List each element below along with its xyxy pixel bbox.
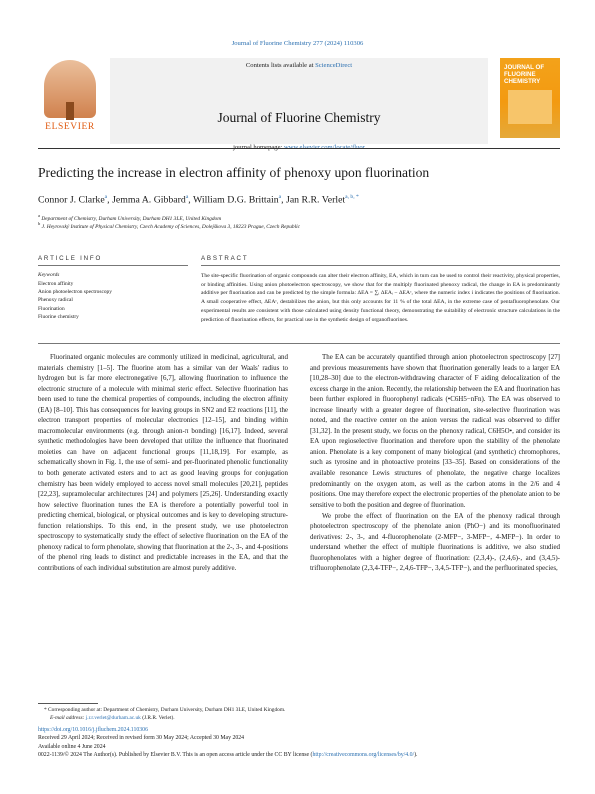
abstract-rule xyxy=(201,265,560,266)
article-title: Predicting the increase in electron affinity of phenoxy upon fluorination xyxy=(38,165,430,180)
keywords-label: Keywords xyxy=(38,272,60,278)
body-paragraph: Fluorinated organic molecules are commonly utilized in medicinal, agricultural, and materials chemistry [1–5]. The fluorine atom has a similar van der Waals' radius to hydrogen but is far more electronegative [6,7], allowing fluorination to influence the electronic structure of a molecule with minimal steric effect. Selective fluorination has been used to tune the chemical properties of compounds, including the electron affinity (EA) [8–10]. This has consequences for leaving groups in SN2 and E2 reactions [11], the electron transport properties of molecular electronics [12–15], and binding within macromolecular environments (e.g. through anion-π bonding) [16,17]. Indeed, several synthetic methodologies have been developed that utilize the influence that fluorinated moieties can have on adjacent functional groups [11,18,19]. For example, as schematically shown in Fig. 1, the use of semi- and per-fluorinated phenolic functionality to both generate activated esters and to act as good leaving groups for conjugation chemistry has been widely employed to access novel small molecules [20,21], peptides [22,23], supramolecular architectures [24] and polymers [25,26]. Understanding exactly how selective fluorination tunes the EA is therefore a potentially powerful tool in predicting chemical, biological, or physical outcomes and is key to developing structure-function relationships. To this end, in the present study, we use photoelectron spectroscopy to systematically study the effect of selective fluorination on the EA of the phenoxy radical to form phenolate, showing that fluorination at the 2-, 3-, and 4-positions of the phenol ring leads to distinct and predictable increases in the EA, and that the contributions of each individual substitution are almost purely additive. xyxy=(38,353,288,572)
keyword-item: Phenoxy radical xyxy=(38,297,73,304)
abstract-text: The site-specific fluorination of organic compounds can alter their electron affinity, EA, which in turn can be used to control their reactivity, physical properties, or binding affinities. Using anion photoelectron spectroscopy, we show that for the multiply fluorinated phenoxy radical, the change in EA is predominantly additive per fluorination and can be predicted by the simple formula: ΔEA = ∑ᵢ ΔEAᵢ − ΔEAᶜ, where the numeric index i indicates the positions of fluorination. A small cooperative effect, ΔEAᶜ, destabilizes the anion, but this only accounts for 11 % of the total ΔEA, in the extreme case of pentafluorophenolate. Our experimental results are consistent with those calculated using density functional theory, demonstrating the suitability of electronic structure calculations in the prediction of fluorination effects, for practical use in the synthetic design of organofluorines. xyxy=(201,273,560,323)
keywords-list xyxy=(38,280,112,321)
body-paragraph: We probe the effect of fluorination on the EA of the phenoxy radical through photoelectron spectroscopy of the phenolate anion (PhO−) and its monofluorinated derivatives: 2-, 3-, and 4-fluorophenolate (2-MFP−, 3-MFP−, 4-MFP−). In order to understand whether the effect of multiple fluorinations is additive, we also studied fluorophenolates with a higher degree of fluorination: (2,3,4)-, (2,4,6)-, and (3,4,5)-trifluorophenolate (2,3,4-TFP−, 2,4,6-TFP−, 3,4,5-TFP−), and the perfluorinated species, xyxy=(310,511,560,573)
affiliation-marker: a xyxy=(38,213,40,218)
body-paragraph: The EA can be accurately quantified through anion photoelectron spectroscopy [27] and previous measurements have shown that fluorination generally leads to a larger EA [10,28–30] due to the electron-withdrawing character of F aiding delocalization of the excess charge in the anion. Recently, the relationship between the EA and fluorination has been further explored in fluorophenyl radicals (•C6H5−nFn). The EA was observed to increase linearly with a greater degree of fluorination, site-selective fluorination was noted, and the reactive center on the anion versus the radical was observed to differ [31,32]. In the present study, we focus on the phenoxy radical, C6H5O•, and consider its EA upon regioselective fluorination and therefore upon the stability of the phenolate anion. Phenolate is a key component of many biological (and synthetic) chromophores, such as tyrosine and in photoactive proteins [33–35]. Based on considerations of the available resonance Lewis structures of phenolate, the negative charge localizes predominantly on the oxygen atom, as well as the carbon atoms in the 2/6 and 4 positions. One may therefore expect the electronic properties of the phenolate anion to be sensitive to both the position and degree of fluorination. xyxy=(310,353,560,509)
elsevier-wordmark: ELSEVIER xyxy=(45,122,95,132)
body-column-right xyxy=(310,352,560,574)
sciencedirect-link[interactable]: ScienceDirect xyxy=(315,62,353,69)
author-affiliation-marker[interactable]: a xyxy=(185,194,189,200)
corresponding-author-note: * Corresponding author at: Department of Chemistry, Durham University, Durham DH1 3LE, United Kingdom. xyxy=(44,707,286,713)
keyword-item: Anion photoelectron spectroscopy xyxy=(38,289,112,296)
author-affiliation-marker[interactable]: a, b, * xyxy=(345,194,359,200)
keyword-item: Electron affinity xyxy=(38,281,74,287)
license-line xyxy=(38,751,418,759)
abstract-bottom-rule xyxy=(38,343,560,344)
email-link[interactable]: j.r.r.verlet@durham.ac.uk xyxy=(85,715,141,721)
author-name[interactable]: Jan R.R. Verlet xyxy=(286,194,346,206)
elsevier-trunk xyxy=(66,102,74,120)
masthead-rule xyxy=(38,148,560,149)
license-text: 0022-1139/© 2024 The Author(s). Published by Elsevier B.V. This is an open access article under the CC BY license ( xyxy=(38,751,313,758)
article-info-heading: ARTICLE INFO xyxy=(38,255,103,262)
journal-masthead xyxy=(38,58,560,146)
journal-cover-thumbnail[interactable] xyxy=(500,58,560,138)
body-column-left xyxy=(38,352,288,574)
abstract-heading: ABSTRACT xyxy=(201,255,249,262)
footnote-rule xyxy=(38,703,98,704)
contents-prefix: Contents lists available at xyxy=(245,62,316,69)
cover-title: JOURNAL OF FLUORINE CHEMISTRY xyxy=(504,64,545,85)
contents-line xyxy=(110,62,488,69)
author-list: Connor J. Clarke$^a$, Jemma A. Gibbard$^a$, William D.G. Brittain$^a$, Jan R.R. Verlet$^{a, b, *}$ xyxy=(38,194,359,206)
email-label: E-mail address: xyxy=(50,715,86,721)
keyword-item: Fluorine chemistry xyxy=(38,313,79,320)
keyword-item: Fluorination xyxy=(38,305,65,312)
publication-info xyxy=(38,726,418,759)
article-history: Received 29 April 2024; Received in revised form 30 May 2024; Accepted 30 May 2024 xyxy=(38,735,245,742)
author-name[interactable]: Jemma A. Gibbard xyxy=(112,194,186,206)
email-suffix: (J.R.R. Verlet). xyxy=(140,715,175,721)
license-suffix: ). xyxy=(414,751,418,758)
masthead-banner xyxy=(110,58,488,144)
affiliation-b xyxy=(38,221,300,230)
author-name[interactable]: Connor J. Clarke xyxy=(38,194,105,206)
cover-graphic xyxy=(508,90,552,124)
available-online: Available online 4 June 2024 xyxy=(38,743,106,750)
elsevier-logo[interactable] xyxy=(38,58,102,134)
running-head[interactable]: Journal of Fluorine Chemistry 277 (2024) 110306 xyxy=(231,40,364,47)
author-affiliation-marker[interactable]: a xyxy=(104,194,108,200)
doi-link[interactable]: https://doi.org/10.1016/j.jfluchem.2024.110306 xyxy=(38,727,148,733)
author-name[interactable]: William D.G. Brittain xyxy=(193,194,279,206)
author-affiliation-marker[interactable]: a xyxy=(278,194,282,200)
journal-name: Journal of Fluorine Chemistry xyxy=(217,110,381,125)
affiliation-marker: b xyxy=(38,221,41,226)
article-info-rule xyxy=(38,265,188,266)
license-link[interactable]: http://creativecommons.org/licenses/by/4.0/ xyxy=(312,751,415,758)
affiliation-text: J. Heyrovský Institute of Physical Chemistry, Czech Academy of Sciences, Dolejškova 3, 18223 Prague, Czech Republic xyxy=(41,223,300,230)
email-note xyxy=(50,715,175,721)
affiliation-text: Department of Chemistry, Durham University, Durham DH1 3LE, United Kingdom xyxy=(41,215,222,222)
